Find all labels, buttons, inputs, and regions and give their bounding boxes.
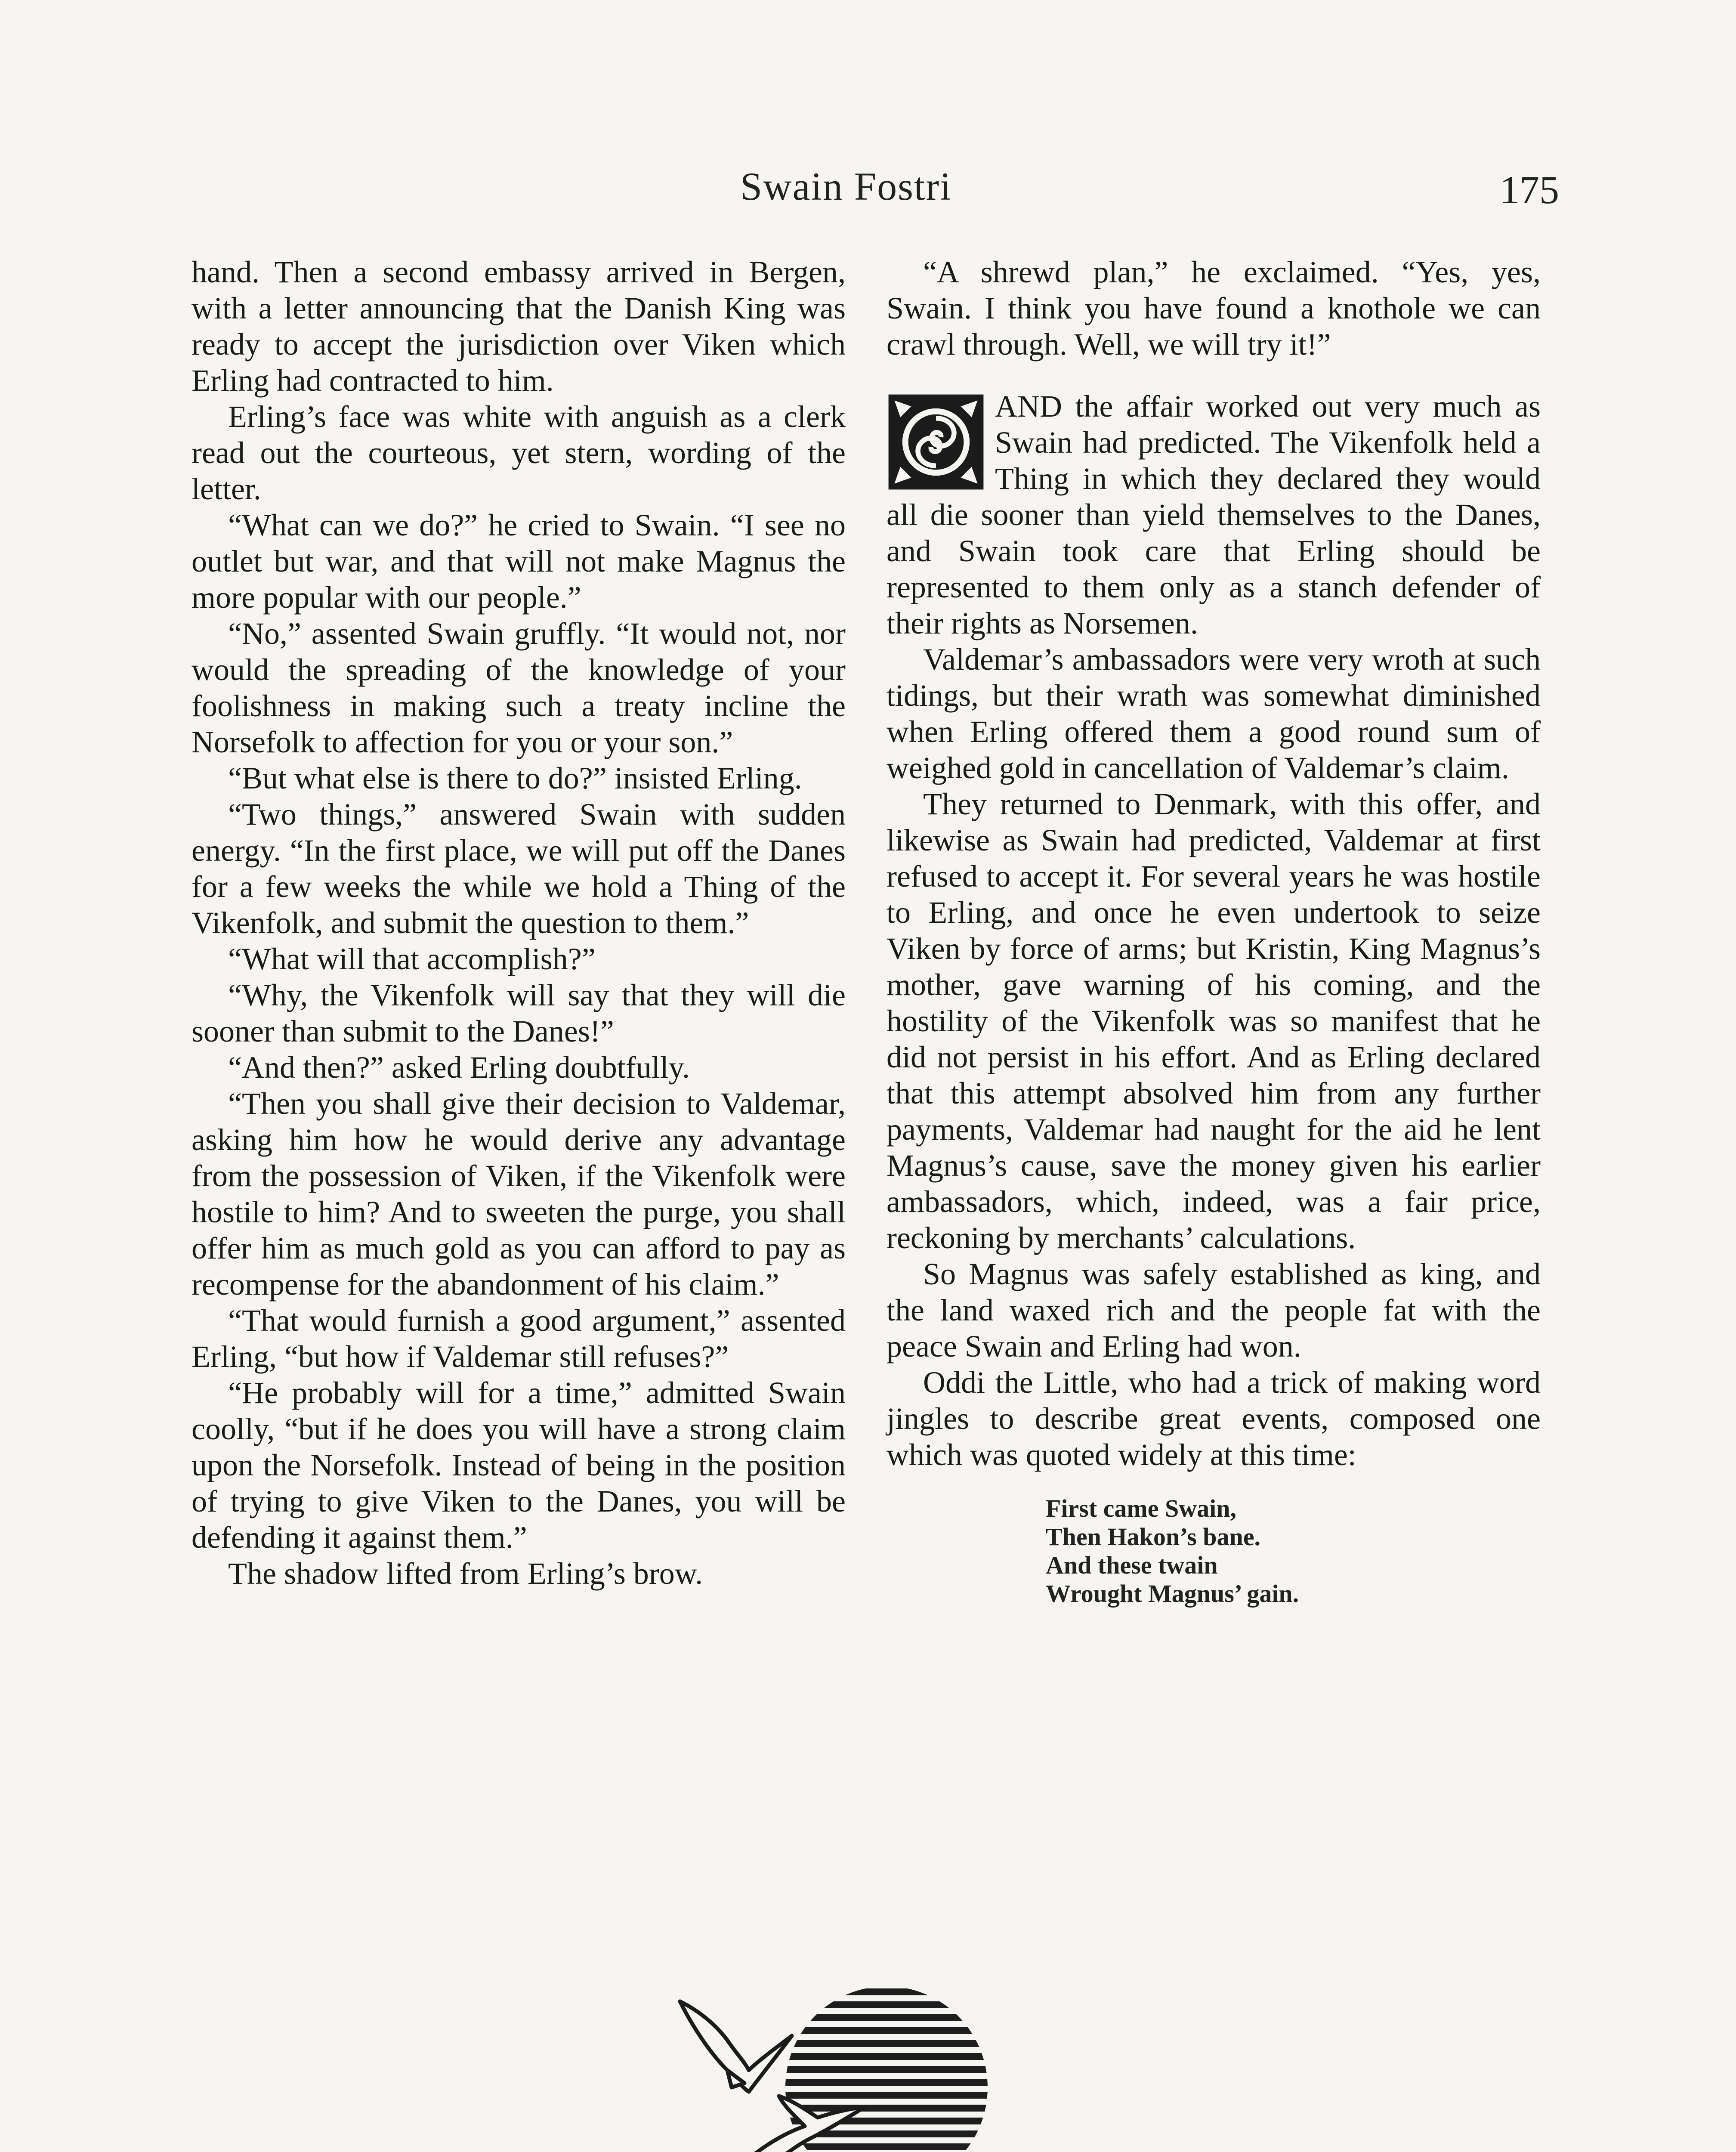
paragraph: “That would furnish a good argument,” assented Erling, “but how if Valdemar still refuses?” xyxy=(192,1303,846,1374)
paragraph: “Two things,” answered Swain with sudden energy. “In the first place, we will put off the Danes for a few weeks the while we hold a Thing of the Vikenfolk, and submit the question to them.” xyxy=(192,797,846,940)
seagull-icon xyxy=(680,2001,792,2092)
dropcap-paragraph xyxy=(887,388,1541,641)
left-column xyxy=(192,254,846,1592)
seagulls-and-sun-vignette xyxy=(663,1988,1033,2152)
dropcap-text: AND the affair worked out very much as Swain had predicted. The Vikenfolk held a Thing in which they declared they would all die sooner than yield themselves to the Danes, and Swain took care that Erling should be represented to them only as a stanch defender of their rights as Norsemen. xyxy=(887,389,1541,640)
paragraph: They returned to Denmark, with this offer, and likewise as Swain had predicted, Valdemar at first refused to accept it. For several years he was hostile to Erling, and once he even undertook to seize Viken by force of arms; but Kristin, King Magnus’s mother, gave warning of his coming, and the hostility of the Vikenfolk was so manifest that he did not persist in his effort. And as Erling declared that this attempt absolved him from any further payments, Valdemar had naught for the aid he lent Magnus’s cause, save the money given his earlier ambassadors, which, indeed, was a fair price, reckoning by merchants’ calculations. xyxy=(887,787,1541,1255)
paragraph: “What will that accomplish?” xyxy=(228,942,596,976)
ornamental-initial-icon xyxy=(887,393,985,492)
paragraph: The shadow lifted from Erling’s brow. xyxy=(228,1556,703,1591)
paragraph: “He probably will for a time,” admitted Swain coolly, “but if he does you will have a strong claim upon the Norsefolk. Instead of being in the position of trying to give Viken to the Danes, you will be defending it against them.” xyxy=(192,1376,846,1555)
paragraph: “But what else is there to do?” insisted Erling. xyxy=(228,761,802,795)
paragraph: “And then?” asked Erling doubtfully. xyxy=(228,1050,690,1085)
verse-line: Wrought Magnus’ gain. xyxy=(1046,1580,1299,1608)
verse-line: First came Swain, xyxy=(1046,1494,1236,1522)
paragraph: “No,” assented Swain gruffly. “It would not, nor would the spreading of the knowledge of your foolishness in making such a treaty incline the Norsefolk to affection for you or your son.” xyxy=(192,616,846,759)
paragraph: hand. Then a second embassy arrived in Bergen, with a letter announcing that the Danish King was ready to accept the jurisdiction over Viken which Erling had contracted to him. xyxy=(192,255,846,398)
paragraph: “A shrewd plan,” he exclaimed. “Yes, yes, Swain. I think you have found a knothole we can crawl through. Well, we will try it!” xyxy=(887,255,1541,362)
running-head: Swain Fostri xyxy=(740,164,952,208)
right-column xyxy=(887,254,1541,1608)
verse-line: And these twain xyxy=(1046,1551,1218,1579)
paragraph: “Then you shall give their decision to Valdemar, asking him how he would derive any advantage from the possession of Viken, if the Vikenfolk were hostile to him? And to sweeten the purge, you shall offer him as much gold as you can afford to pay as recompense for the abandonment of his claim.” xyxy=(192,1086,846,1302)
verse xyxy=(1046,1494,1541,1608)
paragraph: “What can we do?” he cried to Swain. “I see no outlet but war, and that will not make Magnus the more popular with our people.” xyxy=(192,508,846,615)
paragraph: So Magnus was safely established as king, and the land waxed rich and the people fat with the peace Swain and Erling had won. xyxy=(887,1257,1541,1364)
paragraph: Valdemar’s ambassadors were very wroth at such tidings, but their wrath was somewhat diminished when Erling offered them a good round sum of weighed gold in cancellation of Valdemar’s claim. xyxy=(887,642,1541,785)
verse-line: Then Hakon’s bane. xyxy=(1046,1523,1261,1551)
page-number: 175 xyxy=(1500,168,1559,212)
paragraph: Erling’s face was white with anguish as a clerk read out the courteous, yet stern, wording of the letter. xyxy=(192,399,846,506)
paragraph: Oddi the Little, who had a trick of making word jingles to describe great events, composed one which was quoted widely at this time: xyxy=(887,1365,1541,1472)
paragraph: “Why, the Vikenfolk will say that they will die sooner than submit to the Danes!” xyxy=(192,978,846,1048)
